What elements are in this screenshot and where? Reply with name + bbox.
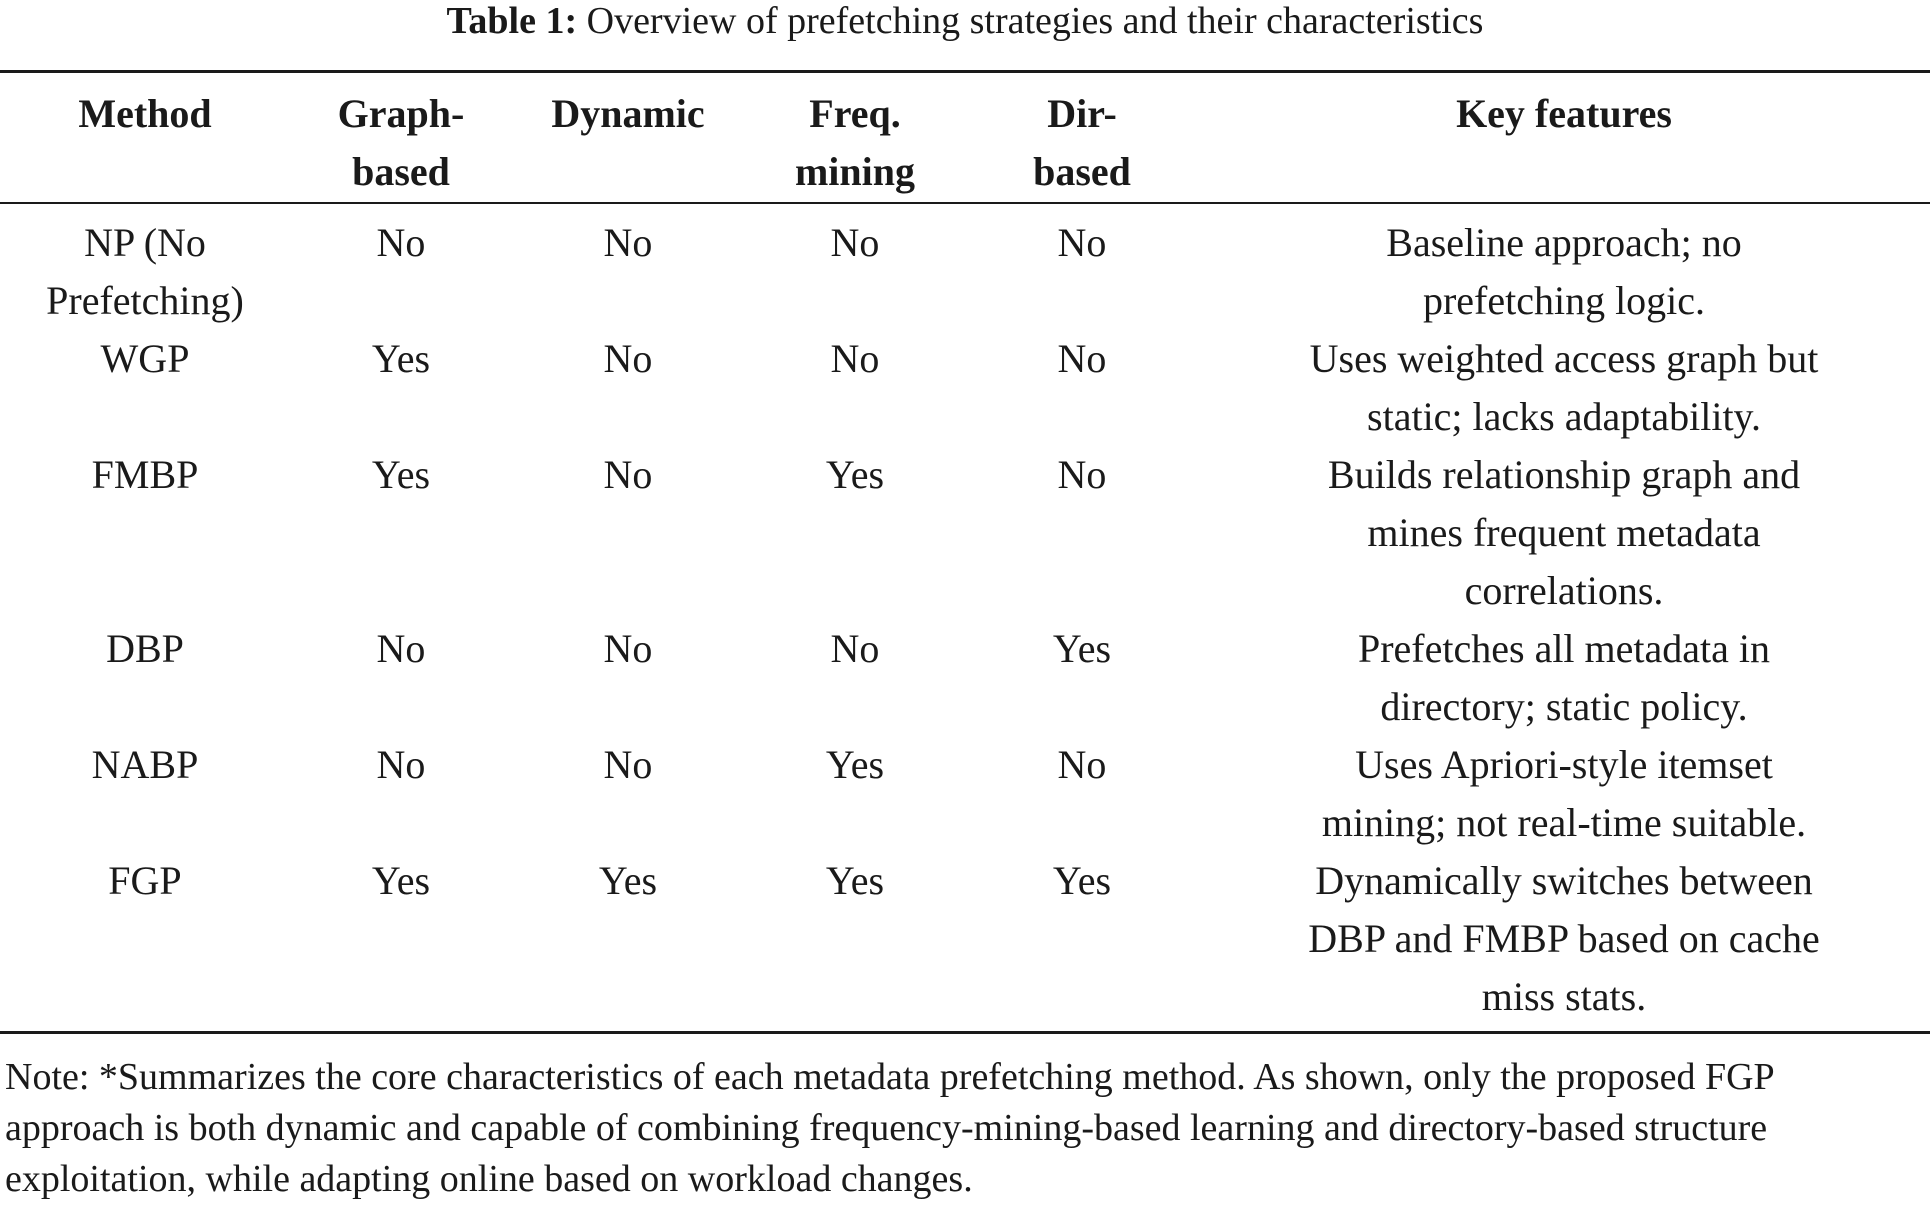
cell-graph-based: Yes	[371, 858, 431, 903]
cell-line: NABP	[91, 742, 199, 787]
table-row	[0, 202, 1930, 330]
cell-freq-mining: No	[830, 626, 880, 671]
cell-line: Prefetching)	[46, 278, 244, 323]
cell-method	[0, 736, 290, 852]
cell-dir-based: Yes	[1052, 858, 1112, 903]
cell-method	[0, 202, 290, 330]
cell-freq-mining: Yes	[825, 452, 885, 497]
cell-method	[0, 852, 290, 1026]
cell-dynamic: No	[603, 626, 653, 671]
cell-dynamic: No	[603, 742, 653, 787]
header-line: Graph-	[337, 91, 465, 136]
table-row	[0, 620, 1930, 736]
table-row	[0, 852, 1930, 1026]
note-line: approach is both dynamic and capable of combining frequency-mining-based learning and directory-based structure	[5, 1107, 1768, 1149]
header-freq-mining	[744, 73, 966, 202]
cell-dir-based: No	[1057, 742, 1107, 787]
cell-line: mines frequent metadata	[1367, 510, 1761, 555]
cell-graph-based: Yes	[371, 452, 431, 497]
cell-line: Builds relationship graph and	[1327, 452, 1801, 497]
cell-freq-mining: No	[830, 220, 880, 265]
table-row	[0, 330, 1930, 446]
table-row	[0, 446, 1930, 620]
cell-graph-based: No	[376, 626, 426, 671]
cell-key-features	[1198, 330, 1930, 446]
cell-line: FGP	[108, 858, 182, 903]
cell-line: WGP	[100, 336, 190, 381]
cell-dynamic: No	[603, 220, 653, 265]
header-line: Method	[78, 91, 212, 136]
note-line: Note: *Summarizes the core characteristics of each metadata prefetching method. As shown, only the proposed FGP	[5, 1056, 1775, 1098]
header-line: based	[352, 149, 450, 194]
cell-dynamic: Yes	[598, 858, 658, 903]
prefetching-table	[0, 73, 1930, 1026]
cell-graph-based: No	[376, 742, 426, 787]
cell-key-features	[1198, 852, 1930, 1026]
header-line: mining	[794, 149, 916, 194]
cell-method	[0, 446, 290, 620]
cell-line: mining; not real-time suitable.	[1321, 800, 1807, 845]
header-line: Dynamic	[551, 91, 705, 136]
cell-line: miss stats.	[1481, 974, 1647, 1019]
cell-key-features	[1198, 736, 1930, 852]
caption-label: Table 1:	[446, 0, 578, 42]
table-caption	[0, 0, 1930, 42]
header-line: Dir-	[1047, 91, 1117, 136]
cell-graph-based: Yes	[371, 336, 431, 381]
cell-dir-based: No	[1057, 336, 1107, 381]
cell-line: directory; static policy.	[1380, 684, 1748, 729]
cell-graph-based: No	[376, 220, 426, 265]
cell-line: NP (No	[84, 220, 206, 265]
cell-line: prefetching logic.	[1422, 278, 1706, 323]
header-line: based	[1033, 149, 1131, 194]
cell-dynamic: No	[603, 452, 653, 497]
cell-dir-based: No	[1057, 220, 1107, 265]
cell-line: Uses Apriori-style itemset	[1355, 742, 1773, 787]
cell-dir-based: Yes	[1052, 626, 1112, 671]
header-line: Key features	[1456, 91, 1672, 136]
cell-line: correlations.	[1464, 568, 1664, 613]
cell-line: DBP	[106, 626, 184, 671]
cell-line: Uses weighted access graph but	[1309, 336, 1819, 381]
caption-text: Overview of prefetching strategies and their characteristics	[577, 0, 1484, 42]
cell-line: Dynamically switches between	[1315, 858, 1813, 903]
header-key-features	[1198, 73, 1930, 202]
table-note	[5, 1052, 1925, 1205]
cell-freq-mining: Yes	[825, 858, 885, 903]
cell-line: Baseline approach; no	[1386, 220, 1742, 265]
cell-method	[0, 620, 290, 736]
cell-line: Prefetches all metadata in	[1357, 626, 1771, 671]
cell-key-features	[1198, 202, 1930, 330]
cell-key-features	[1198, 446, 1930, 620]
note-line: exploitation, while adapting online based on workload changes.	[5, 1158, 973, 1200]
cell-line: static; lacks adaptability.	[1367, 394, 1761, 439]
cell-dir-based: No	[1057, 452, 1107, 497]
bottom-rule	[0, 1031, 1930, 1034]
header-dynamic	[512, 73, 744, 202]
table-row	[0, 736, 1930, 852]
cell-dynamic: No	[603, 336, 653, 381]
cell-key-features	[1198, 620, 1930, 736]
header-line: Freq.	[809, 91, 901, 136]
header-dir-based	[966, 73, 1198, 202]
cell-line: DBP and FMBP based on cache	[1308, 916, 1820, 961]
header-method	[0, 73, 290, 202]
cell-freq-mining: No	[830, 336, 880, 381]
cell-method	[0, 330, 290, 446]
cell-line: FMBP	[91, 452, 199, 497]
header-row	[0, 73, 1930, 202]
header-graph-based	[290, 73, 512, 202]
cell-freq-mining: Yes	[825, 742, 885, 787]
